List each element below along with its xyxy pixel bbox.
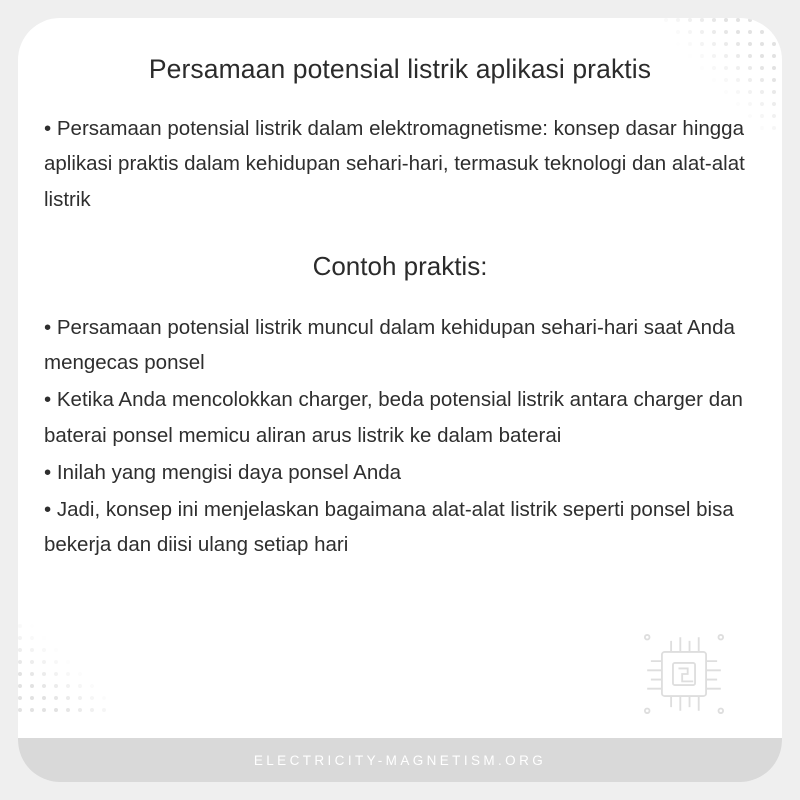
intro-paragraph: • Persamaan potensial listrik dalam elektromagnetisme: konsep dasar hingga aplikasi praktis dalam kehidupan sehari-hari, termasuk teknologi dan alat-alat listrik bbox=[44, 117, 745, 211]
bullet-list bbox=[44, 310, 760, 563]
footer-bar bbox=[18, 738, 782, 782]
list-item: • Jadi, konsep ini menjelaskan bagaimana alat-alat listrik seperti ponsel bisa bekerja dan diisi ulang setiap hari bbox=[44, 498, 734, 557]
section-subtitle: Contoh praktis: bbox=[312, 250, 488, 281]
card-content bbox=[18, 18, 782, 565]
footer-site-label: ELECTRICITY-MAGNETISM.ORG bbox=[253, 752, 547, 768]
list-item: • Persamaan potensial listrik muncul dalam kehidupan sehari-hari saat Anda mengecas ponsel bbox=[44, 315, 735, 374]
page-title: Persamaan potensial listrik aplikasi praktis bbox=[148, 54, 652, 84]
list-item: • Ketika Anda mencolokkan charger, beda potensial listrik antara charger dan baterai ponsel memicu aliran arus listrik ke dalam baterai bbox=[44, 388, 743, 447]
list-item: • Inilah yang mengisi daya ponsel Anda bbox=[44, 460, 402, 484]
decorative-dots-bottom-left bbox=[18, 612, 108, 722]
microchip-icon bbox=[638, 628, 730, 720]
content-card bbox=[18, 18, 782, 782]
